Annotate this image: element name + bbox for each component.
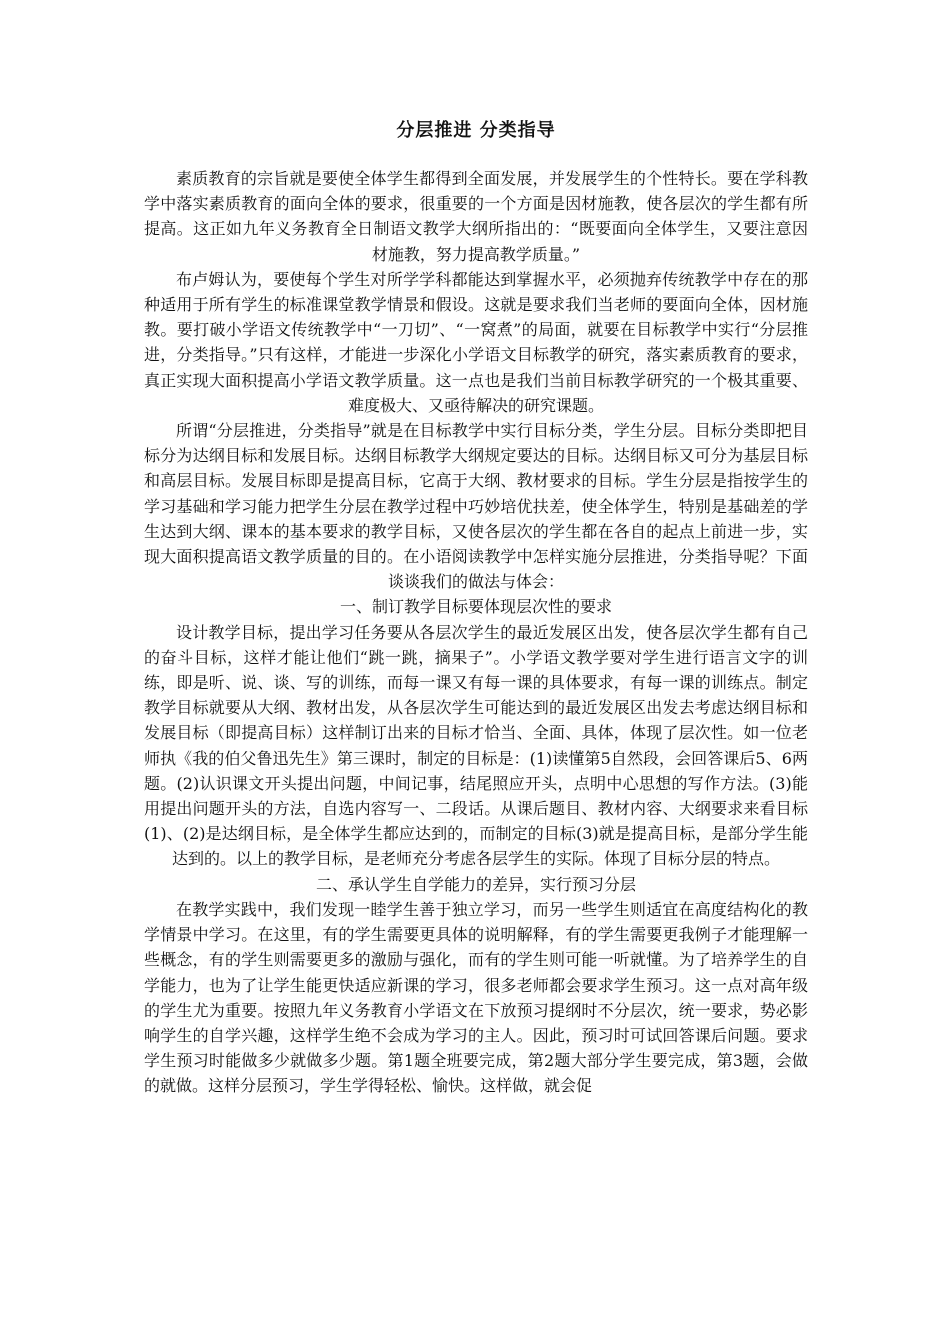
paragraph-definition: 所谓“分层推进，分类指导”就是在目标教学中实行目标分类，学生分层。目标分类即把目标分为达纲目标和发展目标。达纲目标教学大纲规定要达的目标。达纲目标又可分为基层目标和高层目标。发展目标即是提高目标，它高于大纲、教材要求的目标。学生分层是指按学生的学习基础和学习能力把学生分层在教学过程中巧妙培优扶差，使全体学生，特别是基础差的学生达到大纲、课本的基本要求的教学目标，又使各层次的学生都在各自的起点上前进一步，实现大面积提高语文教学质量的目的。在小语阅读教学中怎样实施分层推进，分类指导呢？下面谈谈我们的做法与体会：: [144, 421, 808, 592]
paragraph-section-1: 设计教学目标，提出学习任务要从各层次学生的最近发展区出发，使各层次学生都有自己的奋斗目标，这样才能让他们“跳一跳，摘果子”。小学语文教学要对学生进行语言文字的训练，即是听、说、谈、写的训练，而每一课又有每一课的具体要求，有每一课的训练点。制定教学目标就要从大纲、教材出发，从各层次学生可能达到的最近发展区出发去考虑达纲目标和发展目标（即提高目标）这样制订出来的目标才恰当、全面、具体，体现了层次性。如一位老师执《我的伯父鲁迅先生》第三课时，制定的目标是：(1)读懂第5自然段，会回答课后5、6两题。(2)认识课文开头提出问题，中间记事，结尾照应开头，点明中心思想的写作方法。(3)能用提出问题开头的方法，自选内容写一、二段话。从课后题目、教材内容、大纲要求来看目标(1)、(2)是达纲目标，是全体学生都应达到的，而制定的目标(3)就是提高目标，是部分学生能达到的。以上的教学目标，是老师充分考虑各层学生的实际。体现了目标分层的特点。: [144, 622, 808, 869]
paragraph-intro: 素质教育的宗旨就是要使全体学生都得到全面发展，并发展学生的个性特长。要在学科教学中落实素质教育的面向全体的要求，很重要的一个方面是因材施教，使各层次的学生都有所提高。这正如九年义务教育全日制语文教学大纲所指出的：“既要面向全体学生，又要注意因材施教，努力提高教学质量。”: [144, 169, 808, 264]
document-title: 分层推进 分类指导: [396, 120, 556, 141]
paragraph-bloom: 布卢姆认为，要使每个学生对所学学科都能达到掌握水平，必须抛弃传统教学中存在的那种适用于所有学生的标准课堂教学情景和假设。这就是要求我们当老师的要面向全体，因材施教。要打破小学语文传统教学中“一刀切”、“一窝煮”的局面，就要在目标教学中实行“分层推进，分类指导。”只有这样，才能进一步深化小学语文目标教学的研究，落实素质教育的要求，真正实现大面积提高小学语文教学质量。这一点也是我们当前目标教学研究的一个极其重要、难度极大、又亟待解决的研究课题。: [144, 269, 808, 415]
section-heading-1: 一、制订教学目标要体现层次性的要求: [339, 597, 612, 617]
section-heading-2: 二、承认学生自学能力的差异，实行预习分层: [315, 874, 636, 894]
paragraph-section-2: 在教学实践中，我们发现一睦学生善于独立学习，而另一些学生则适宜在高度结构化的教学情景中学习。在这里，有的学生需要更具体的说明解释，有的学生需要更我例子才能理解一些概念，有的学生则需要更多的激励与强化，而有的学生则可能一听就懂。为了培养学生的自学能力，也为了让学生能更快适应新课的学习，很多老师都会要求学生预习。这一点对高年级的学生尤为重要。按照九年义务教育小学语文在下放预习提纲时不分层次，统一要求，势必影响学生的自学兴趣，这样学生绝不会成为学习的主人。因此，预习时可试回答课后问题。要求学生预习时能做多少就做多少题。第1题全班要完成，第2题大部分学生要完成，第3题，会做的就做。这样分层预习，学生学得轻松、愉快。这样做，就会促: [144, 899, 808, 1096]
